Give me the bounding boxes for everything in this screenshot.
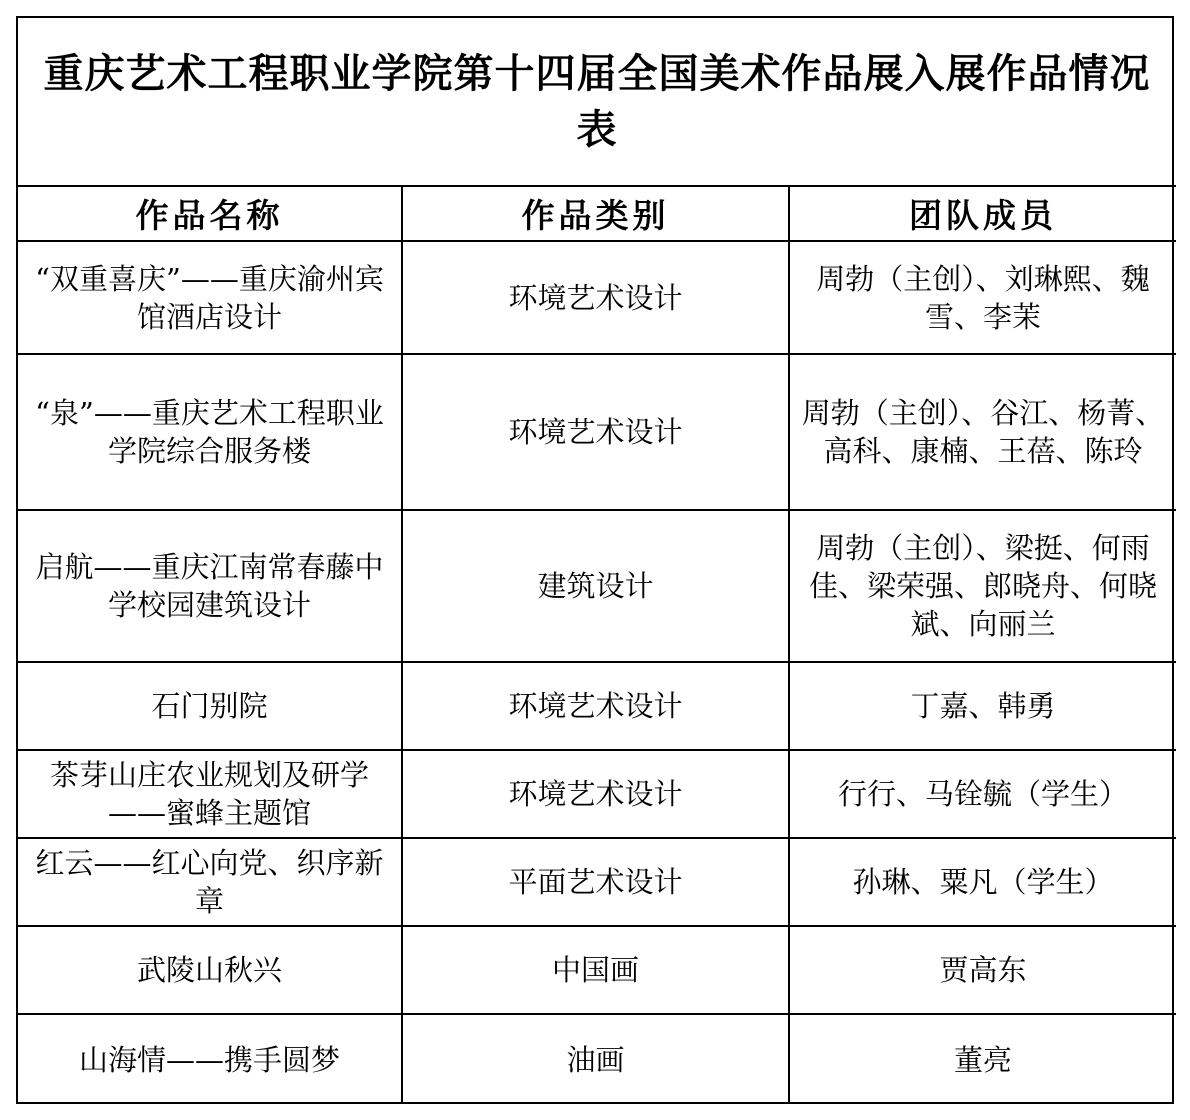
team-members-cell: 董亮 — [789, 1014, 1176, 1104]
table-row — [18, 662, 1176, 750]
document-title: 重庆艺术工程职业学院第十四届全国美术作品展入展作品情况表 — [18, 18, 1176, 186]
work-category-cell: 环境艺术设计 — [402, 662, 789, 750]
table-row — [18, 838, 1176, 926]
header-row — [18, 186, 1176, 241]
table-row — [18, 926, 1176, 1014]
table-row — [18, 510, 1176, 662]
header-work-name: 作品名称 — [18, 186, 402, 241]
work-name-cell: 红云——红心向党、织序新章 — [18, 838, 402, 926]
table-row — [18, 1014, 1176, 1104]
table-row — [18, 750, 1176, 838]
work-name-cell: 启航——重庆江南常春藤中学校园建筑设计 — [18, 510, 402, 662]
work-name-cell: “双重喜庆”——重庆渝州宾馆酒店设计 — [18, 241, 402, 354]
work-name-cell: 石门别院 — [18, 662, 402, 750]
team-members-cell: 周勃（主创）、梁挺、何雨佳、梁荣强、郎晓舟、何晓斌、向丽兰 — [789, 510, 1176, 662]
team-members-cell: 周勃（主创）、谷江、杨菁、高科、康楠、王蓓、陈玲 — [789, 354, 1176, 510]
work-name-cell: 武陵山秋兴 — [18, 926, 402, 1014]
work-name-cell: 茶芽山庄农业规划及研学——蜜蜂主题馆 — [18, 750, 402, 838]
work-name-cell: 山海情——携手圆梦 — [18, 1014, 402, 1104]
work-category-cell: 环境艺术设计 — [402, 354, 789, 510]
table-row — [18, 241, 1176, 354]
title-row — [18, 18, 1176, 186]
work-category-cell: 建筑设计 — [402, 510, 789, 662]
work-category-cell: 平面艺术设计 — [402, 838, 789, 926]
works-table — [18, 18, 1176, 1104]
table-row — [18, 354, 1176, 510]
team-members-cell: 行行、马铨毓（学生） — [789, 750, 1176, 838]
team-members-cell: 丁嘉、韩勇 — [789, 662, 1176, 750]
team-members-cell: 孙琳、粟凡（学生） — [789, 838, 1176, 926]
work-category-cell: 油画 — [402, 1014, 789, 1104]
header-work-category: 作品类别 — [402, 186, 789, 241]
team-members-cell: 周勃（主创）、刘琳熙、魏雪、李茉 — [789, 241, 1176, 354]
header-team-members: 团队成员 — [789, 186, 1176, 241]
work-name-cell: “泉”——重庆艺术工程职业学院综合服务楼 — [18, 354, 402, 510]
work-category-cell: 环境艺术设计 — [402, 241, 789, 354]
team-members-cell: 贾高东 — [789, 926, 1176, 1014]
work-category-cell: 中国画 — [402, 926, 789, 1014]
work-category-cell: 环境艺术设计 — [402, 750, 789, 838]
works-table-frame — [16, 16, 1174, 1104]
